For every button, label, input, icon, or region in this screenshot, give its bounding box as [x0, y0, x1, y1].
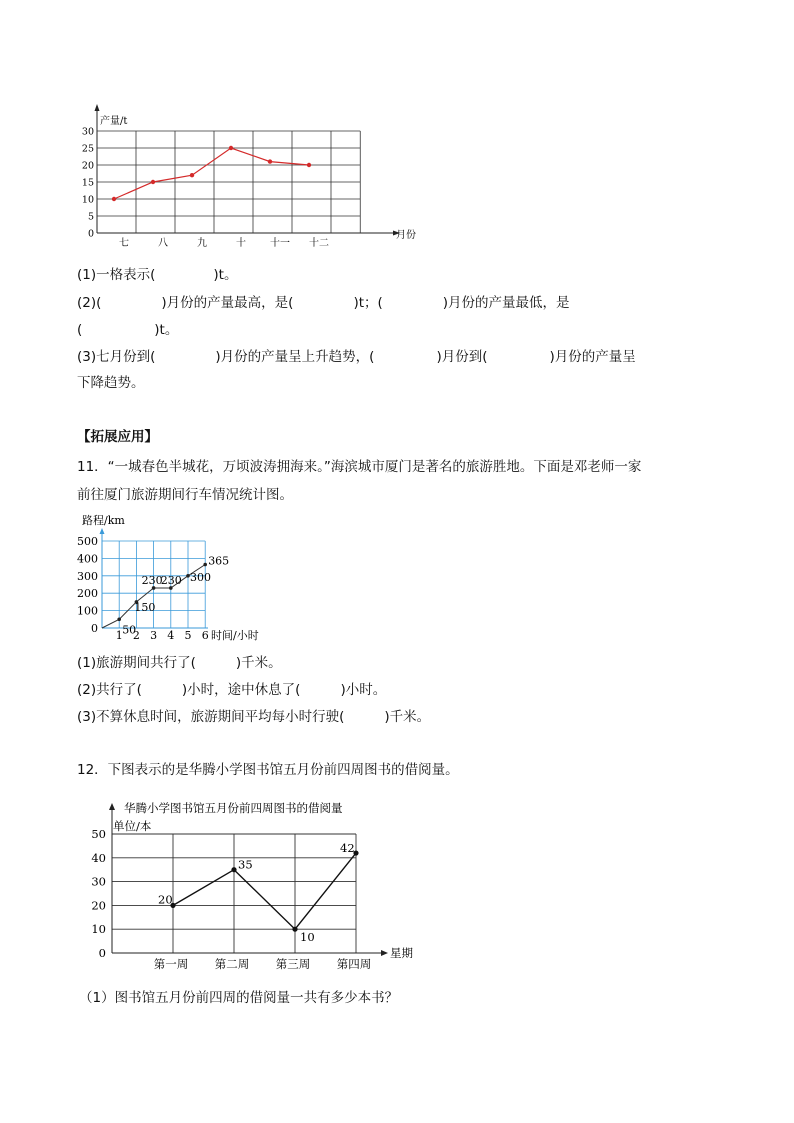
chart1-data-point [268, 159, 272, 163]
q11-stem-line1: 11．“一城春色半城花，万顷波涛拥海来。”海滨城市厦门是著名的旅游胜地。下面是邓老师一家 [77, 459, 642, 475]
chart2-xtick-label: 1 [115, 629, 123, 642]
chart3-xtick-label: 第四周 [336, 957, 372, 971]
chart2-ylabel: 路程/km [82, 514, 125, 527]
chart3-xtick-label: 第一周 [153, 957, 189, 971]
chart3-series-line [173, 853, 356, 929]
chart2-data-label: 365 [208, 554, 230, 568]
chart1-data-point [307, 163, 311, 167]
chart3-series [158, 841, 359, 944]
chart1-ytick-label: 10 [81, 194, 94, 206]
q10-part2-text-a: (2)( [77, 295, 102, 311]
q12-stem: 12．下图表示的是华腾小学图书馆五月份前四周图书的借阅量。 [77, 762, 459, 778]
q11-part3-text-a: (3)不算休息时间，旅游期间平均每小时行驶( [77, 709, 345, 725]
q10-part2-cont [77, 321, 178, 339]
chart1-grid [97, 131, 360, 233]
q11-part2-text-a: (2)共行了( [77, 682, 142, 698]
chart2-data-point [203, 563, 207, 567]
chart2-data-label: 300 [190, 570, 211, 584]
q11-part2-text-c: )小时。 [340, 682, 387, 698]
q11-part2-text-b: )小时，途中休息了( [181, 682, 301, 698]
q10-part2-text-e: ( [77, 322, 83, 338]
chart2-xlabel: 时间/小时 [211, 629, 259, 642]
q10-part2-text-c: )t；( [353, 295, 383, 311]
chart1-ylabel: 产量/t [100, 116, 128, 127]
chart1-series [112, 146, 311, 201]
chart3-data-point [292, 927, 297, 932]
chart1-xtick-label: 九 [197, 238, 207, 249]
q11-part3 [77, 708, 430, 726]
chart2-xtick-label: 4 [167, 629, 175, 642]
q11-part1 [77, 654, 282, 672]
chart3-ylabel: 单位/本 [113, 819, 152, 833]
q10-part2-text-d: )月份的产量最低，是 [442, 295, 570, 311]
chart2-ytick-label: 200 [77, 587, 98, 601]
chart2-xtick-label: 5 [184, 629, 192, 642]
production-line-chart [80, 100, 420, 250]
chart1-series-line [114, 148, 309, 199]
chart1-data-point [229, 146, 233, 150]
q10-part2-text-f: )t。 [154, 322, 179, 338]
chart1-ytick-label: 15 [81, 177, 94, 189]
q10-part1 [77, 266, 237, 284]
q10-part1-text-b: )t。 [213, 267, 238, 283]
chart1-xtick-label: 十二 [309, 238, 329, 249]
chart2-data-label: 230 [160, 573, 182, 587]
chart3-xticks [154, 957, 372, 971]
chart1-data-point [112, 197, 116, 201]
chart1-ytick-label: 30 [81, 126, 94, 138]
chart1-ytick-label: 20 [81, 160, 94, 172]
q11-part3-text-b: )千米。 [384, 709, 431, 725]
chart2-yticks [77, 535, 98, 635]
chart1-xtick-label: 八 [158, 238, 168, 249]
chart2-xtick-label: 6 [201, 629, 209, 642]
chart3-data-label: 20 [158, 892, 173, 907]
chart2-ytick-label: 500 [77, 535, 98, 548]
chart3-data-label: 10 [300, 930, 315, 945]
chart1-data-point [190, 173, 194, 177]
q10-part3 [77, 348, 636, 366]
chart1-xtick-label: 十 [236, 238, 246, 249]
chart3-data-point [231, 867, 236, 872]
q10-part3-text-a: (3)七月份到( [77, 349, 156, 365]
chart1-data-point [151, 180, 155, 184]
chart1-xticks [119, 236, 329, 249]
chart2-ytick-label: 100 [77, 604, 98, 618]
chart2-data-point [117, 618, 121, 622]
chart3-yticks [91, 827, 106, 960]
chart1-xtick-label: 十一 [270, 238, 290, 249]
q10-part2-text-b: )月份的产量最高，是( [161, 295, 294, 311]
q10-part3-text-d: )月份的产量呈 [549, 349, 636, 365]
chart3-ytick-label: 0 [98, 946, 106, 960]
chart2-series [102, 554, 229, 636]
q10-part3-text-c: )月份到( [436, 349, 488, 365]
chart2-ytick-label: 400 [77, 552, 98, 566]
q10-part1-text-a: (1)一格表示( [77, 267, 156, 283]
chart3-xtick-label: 第二周 [214, 957, 250, 971]
chart2-ytick-label: 0 [91, 622, 98, 635]
library-borrowing-chart [80, 796, 420, 976]
chart3-xlabel: 星期 [390, 946, 413, 960]
q11-part1-text-b: )千米。 [235, 655, 282, 671]
chart2-xtick-label: 2 [132, 629, 140, 642]
chart2-xtick-label: 3 [150, 629, 158, 642]
chart3-data-label: 35 [238, 857, 253, 872]
chart3-data-label: 42 [340, 841, 355, 856]
q10-part3-text-b: )月份的产量呈上升趋势，( [215, 349, 375, 365]
chart2-data-label: 230 [141, 573, 163, 587]
q10-part3-cont: 下降趋势。 [77, 375, 145, 391]
chart3-grid [112, 834, 356, 953]
q10-part2 [77, 294, 570, 312]
chart1-yticks [82, 127, 94, 240]
chart3-ytick-label: 20 [91, 898, 106, 913]
chart3-xtick-label: 第三周 [275, 957, 311, 971]
q11-part1-text-a: (1)旅游期间共行了( [77, 655, 196, 671]
chart1-ytick-label: 0 [87, 228, 94, 240]
chart2-data-label: 50 [122, 623, 137, 637]
chart3-ytick-label: 30 [91, 874, 106, 889]
chart1-xtick-label: 七 [119, 238, 129, 249]
chart1-xlabel: 月份 [396, 230, 416, 241]
chart1-ytick-label: 25 [81, 143, 94, 155]
chart3-ytick-label: 40 [91, 850, 106, 865]
q11-part2 [77, 681, 386, 699]
chart3-ytick-label: 50 [91, 827, 106, 841]
travel-distance-chart [74, 510, 284, 645]
chart1-ytick-label: 5 [87, 211, 94, 223]
chart2-ytick-label: 300 [77, 569, 98, 583]
chart2-data-label: 150 [134, 600, 156, 614]
q12-part1: （1）图书馆五月份前四周的借阅量一共有多少本书？ [79, 990, 399, 1006]
chart3-title: 华腾小学图书馆五月份前四周图书的借阅量 [124, 801, 343, 815]
chart3-ytick-label: 10 [91, 922, 106, 937]
q11-stem-line2: 前往厦门旅游期间行车情况统计图。 [77, 487, 293, 503]
section-title: 【拓展应用】 [77, 429, 158, 445]
